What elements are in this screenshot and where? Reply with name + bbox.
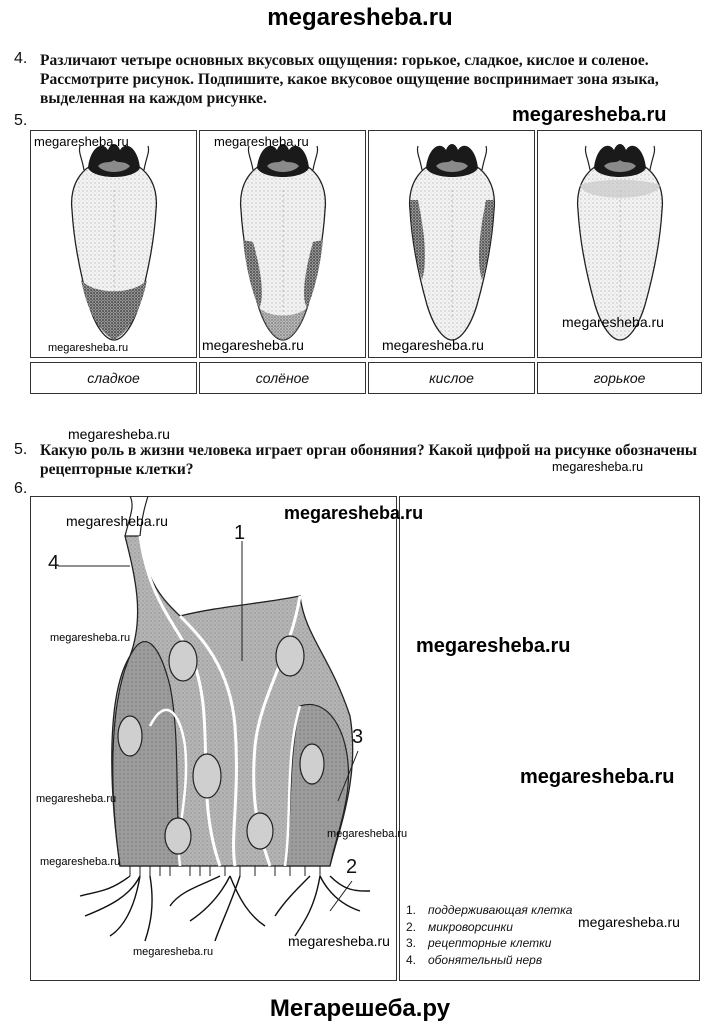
header-watermark: megaresheba.ru — [267, 4, 453, 31]
q4-text: Различают четыре основных вкусовых ощущения: горькое, сладкое, кислое и соленое. Рассмотрите рисунок. Подпишите, какое вкусовое ощущение воспринимает зона языка, выделенная на каждом рисунке. — [40, 52, 659, 107]
q5-number: 5. — [14, 441, 28, 458]
q4-number: 4. — [14, 50, 28, 67]
watermark: megaresheba.ru — [133, 946, 214, 958]
tongue-caption-3: кислое — [368, 362, 535, 394]
watermark: megaresheba.ru — [284, 503, 424, 523]
label-2: 2 — [346, 856, 358, 878]
figure-legend — [406, 902, 572, 968]
footer-watermark: Мегарешеба.ру — [269, 995, 451, 1022]
watermark: megaresheba.ru — [520, 766, 675, 788]
legend-item: 4. обонятельный нерв — [406, 952, 543, 967]
olfactory-epithelium-drawing — [30, 496, 397, 981]
watermark: megaresheba.ru — [512, 104, 667, 126]
q5-text: Какую роль в жизни человека играет орган обоняния? Какой цифрой на рисунке обозначены рецепторные клетки? — [40, 442, 698, 478]
legend-item: 2. микроворсинки — [406, 919, 513, 934]
tongue-caption-2: солёное — [199, 362, 366, 394]
watermark: megaresheba.ru — [382, 337, 484, 353]
watermark: megaresheba.ru — [416, 635, 571, 657]
tongue-caption-1: сладкое — [30, 362, 197, 394]
label-1: 1 — [234, 522, 246, 544]
tongue-sweet — [72, 144, 157, 340]
watermark: megaresheba.ru — [327, 828, 408, 840]
watermark: megaresheba.ru — [288, 933, 390, 949]
legend-item: 1. поддерживающая клетка — [406, 903, 573, 917]
q4-answer-number: 5. — [14, 112, 28, 129]
q5-answer-number: 6. — [14, 480, 28, 497]
watermark: megaresheba.ru — [66, 513, 168, 529]
legend-item: 3. рецепторные клетки — [406, 936, 552, 950]
tongue-salty — [241, 144, 326, 340]
watermark: megaresheba.ru — [578, 914, 680, 930]
tongue-caption-4: горькое — [537, 362, 702, 394]
watermark: megaresheba.ru — [214, 134, 309, 149]
tongue-sour — [410, 144, 495, 340]
watermark: megaresheba.ru — [552, 460, 644, 474]
label-4: 4 — [48, 552, 60, 574]
watermark: megaresheba.ru — [50, 632, 131, 644]
watermark: megaresheba.ru — [562, 314, 664, 330]
watermark: megaresheba.ru — [202, 337, 304, 353]
watermark: megaresheba.ru — [40, 856, 121, 868]
label-3: 3 — [352, 726, 364, 748]
watermark: megaresheba.ru — [36, 793, 117, 805]
watermark: megaresheba.ru — [68, 426, 170, 442]
watermark: megaresheba.ru — [34, 134, 129, 149]
watermark: megaresheba.ru — [48, 342, 129, 354]
tongue-table — [30, 130, 702, 396]
tongue-bitter — [578, 144, 663, 340]
